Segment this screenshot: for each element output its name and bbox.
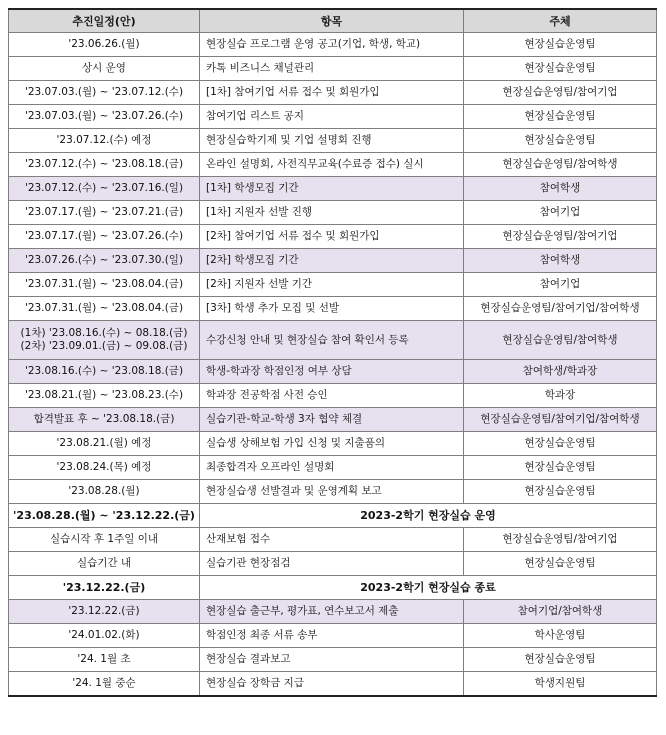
schedule-cell: '23.08.21.(월) 예정 (9, 432, 200, 456)
owner-cell: 현장실습운영팀/참여학생 (464, 321, 657, 360)
item-cell: 온라인 설명회, 사전직무교육(수료증 접수) 실시 (200, 153, 464, 177)
item-cell: [2차] 학생모집 기간 (200, 249, 464, 273)
owner-cell: 참여학생 (464, 177, 657, 201)
header-row (9, 9, 657, 33)
table-row (9, 624, 657, 648)
table-row-highlighted (9, 249, 657, 273)
item-cell: 학점인정 최종 서류 송부 (200, 624, 464, 648)
owner-cell: 현장실습운영팀/참여기업 (464, 81, 657, 105)
table-row (9, 201, 657, 225)
schedule-line-first: (1차) '23.08.16.(수) ~ 08.18.(금) (20, 327, 188, 339)
item-cell: [1차] 학생모집 기간 (200, 177, 464, 201)
item-cell: [2차] 지원자 선발 기간 (200, 273, 464, 297)
owner-cell: 현장실습운영팀 (464, 129, 657, 153)
item-cell: 최종합격자 오프라인 설명회 (200, 456, 464, 480)
header-schedule: 추진일정(안) (9, 9, 200, 33)
section-title: 2023-2학기 현장실습 운영 (200, 504, 657, 528)
schedule-cell: 상시 운영 (9, 57, 200, 81)
table-row (9, 297, 657, 321)
schedule-cell: '23.08.24.(목) 예정 (9, 456, 200, 480)
item-cell: [2차] 참여기업 서류 접수 및 회원가입 (200, 225, 464, 249)
owner-cell: 현장실습운영팀 (464, 432, 657, 456)
schedule-cell: '23.07.03.(월) ~ '23.07.26.(수) (9, 105, 200, 129)
schedule-cell: '23.07.17.(월) ~ '23.07.26.(수) (9, 225, 200, 249)
schedule-cell: '23.08.21.(월) ~ '23.08.23.(수) (9, 384, 200, 408)
item-cell: 실습생 상해보험 가입 신청 및 지출품의 (200, 432, 464, 456)
schedule-cell: '23.07.12.(수) 예정 (9, 129, 200, 153)
owner-cell: 참여학생/학과장 (464, 360, 657, 384)
schedule-cell: '24. 1월 초 (9, 648, 200, 672)
item-cell: 참여기업 리스트 공지 (200, 105, 464, 129)
table-row-highlighted (9, 177, 657, 201)
owner-cell: 현장실습운영팀/참여학생 (464, 153, 657, 177)
item-cell: [3차] 학생 추가 모집 및 선발 (200, 297, 464, 321)
owner-cell: 현장실습운영팀/참여기업/참여학생 (464, 297, 657, 321)
schedule-cell: '23.06.26.(월) (9, 33, 200, 57)
schedule-cell: '23.08.16.(수) ~ '23.08.18.(금) (9, 360, 200, 384)
owner-cell: 현장실습운영팀 (464, 33, 657, 57)
item-cell: 산재보험 접수 (200, 528, 464, 552)
owner-cell: 학사운영팀 (464, 624, 657, 648)
owner-cell: 참여학생 (464, 249, 657, 273)
schedule-cell: 실습시작 후 1주일 이내 (9, 528, 200, 552)
table-row (9, 456, 657, 480)
item-cell: 수강신청 안내 및 현장실습 참여 확인서 등록 (200, 321, 464, 360)
item-cell: 현장실습생 선발결과 및 운영계획 보고 (200, 480, 464, 504)
schedule-cell: '23.07.26.(수) ~ '23.07.30.(일) (9, 249, 200, 273)
table-row (9, 105, 657, 129)
schedule-cell: '23.12.22.(금) (9, 576, 200, 600)
schedule-cell: '23.07.31.(월) ~ '23.08.04.(금) (9, 273, 200, 297)
schedule-cell: 합격발표 후 ~ '23.08.18.(금) (9, 408, 200, 432)
item-cell: [1차] 참여기업 서류 접수 및 회원가입 (200, 81, 464, 105)
owner-cell: 참여기업 (464, 273, 657, 297)
schedule-cell: '23.08.28.(월) ~ '23.12.22.(금) (9, 504, 200, 528)
schedule-table (8, 8, 657, 697)
table-row (9, 552, 657, 576)
table-row (9, 129, 657, 153)
owner-cell: 학생지원팀 (464, 672, 657, 697)
section-row-operation (9, 504, 657, 528)
owner-cell: 현장실습운영팀 (464, 105, 657, 129)
schedule-cell: 실습기간 내 (9, 552, 200, 576)
table-row (9, 648, 657, 672)
owner-cell: 현장실습운영팀 (464, 648, 657, 672)
item-cell: 학생-학과장 학점인정 여부 상담 (200, 360, 464, 384)
table-row-highlighted (9, 321, 657, 360)
schedule-cell: '23.07.17.(월) ~ '23.07.21.(금) (9, 201, 200, 225)
item-cell: [1차] 지원자 선발 진행 (200, 201, 464, 225)
item-cell: 카톡 비즈니스 채널관리 (200, 57, 464, 81)
owner-cell: 현장실습운영팀 (464, 552, 657, 576)
section-title: 2023-2학기 현장실습 종료 (200, 576, 657, 600)
schedule-cell: '23.07.12.(수) ~ '23.07.16.(일) (9, 177, 200, 201)
item-cell: 학과장 전공학점 사전 승인 (200, 384, 464, 408)
item-cell: 현장실습 결과보고 (200, 648, 464, 672)
owner-cell: 참여기업/참여학생 (464, 600, 657, 624)
owner-cell: 현장실습운영팀/참여기업 (464, 225, 657, 249)
item-cell: 현장실습학기제 및 기업 설명회 진행 (200, 129, 464, 153)
schedule-cell: '23.07.12.(수) ~ '23.08.18.(금) (9, 153, 200, 177)
header-owner: 주체 (464, 9, 657, 33)
schedule-cell: '23.12.22.(금) (9, 600, 200, 624)
owner-cell: 학과장 (464, 384, 657, 408)
table-row (9, 153, 657, 177)
table-row-highlighted (9, 600, 657, 624)
schedule-cell: '24. 1월 중순 (9, 672, 200, 697)
table-row-highlighted (9, 360, 657, 384)
schedule-document (8, 8, 656, 697)
owner-cell: 현장실습운영팀 (464, 456, 657, 480)
table-row (9, 33, 657, 57)
header-item: 항목 (200, 9, 464, 33)
item-cell: 현장실습 프로그램 운영 공고(기업, 학생, 학교) (200, 33, 464, 57)
schedule-cell: '23.07.31.(월) ~ '23.08.04.(금) (9, 297, 200, 321)
table-row (9, 432, 657, 456)
section-row-end (9, 576, 657, 600)
table-row (9, 81, 657, 105)
schedule-line-second: (2차) '23.09.01.(금) ~ 09.08.(금) (20, 340, 188, 352)
table-row (9, 57, 657, 81)
table-row-highlighted (9, 408, 657, 432)
schedule-cell: '23.07.03.(월) ~ '23.07.12.(수) (9, 81, 200, 105)
schedule-cell: '23.08.28.(월) (9, 480, 200, 504)
owner-cell: 참여기업 (464, 201, 657, 225)
table-row (9, 273, 657, 297)
item-cell: 실습기관 현장점검 (200, 552, 464, 576)
owner-cell: 현장실습운영팀 (464, 480, 657, 504)
item-cell: 현장실습 출근부, 평가표, 연수보고서 제출 (200, 600, 464, 624)
table-row (9, 480, 657, 504)
owner-cell: 현장실습운영팀/참여기업 (464, 528, 657, 552)
table-row (9, 528, 657, 552)
item-cell: 현장실습 장학금 지급 (200, 672, 464, 697)
schedule-cell (9, 321, 200, 360)
table-row (9, 225, 657, 249)
table-row (9, 672, 657, 697)
table-row (9, 384, 657, 408)
owner-cell: 현장실습운영팀/참여기업/참여학생 (464, 408, 657, 432)
owner-cell: 현장실습운영팀 (464, 57, 657, 81)
item-cell: 실습기관-학교-학생 3자 협약 체결 (200, 408, 464, 432)
schedule-cell: '24.01.02.(화) (9, 624, 200, 648)
